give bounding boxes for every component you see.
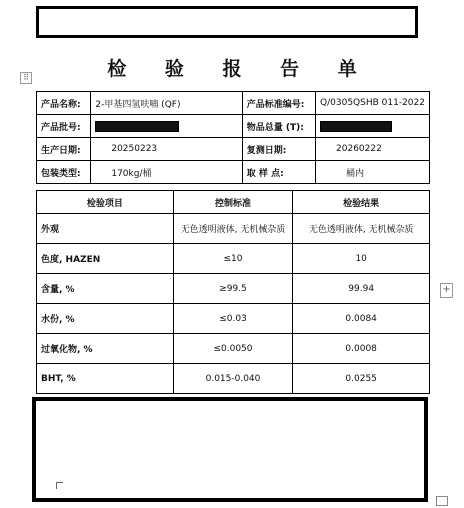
batch-value [91, 115, 242, 138]
table-row [37, 161, 430, 184]
table-move-handle-icon[interactable]: ⠿ [20, 72, 32, 84]
table-row [37, 364, 430, 394]
total-label: 物品总量 (T): [242, 115, 315, 138]
table-header-row [37, 191, 430, 214]
column-header-standard: 控制标准 [173, 191, 293, 214]
result-cell: 0.0008 [293, 334, 430, 364]
standard-no-value: Q/0305QSHB 011-2022 [316, 92, 430, 115]
item-cell: 含量, % [37, 274, 174, 304]
redaction-bottom [32, 397, 428, 502]
table-row [37, 115, 430, 138]
table-row [37, 244, 430, 274]
sample-point-label: 取 样 点: [242, 161, 315, 184]
result-cell: 0.0084 [293, 304, 430, 334]
table-row [37, 334, 430, 364]
redaction-top [36, 6, 418, 38]
package-label: 包装类型: [37, 161, 91, 184]
table-row [37, 138, 430, 161]
batch-label: 产品批号: [37, 115, 91, 138]
item-cell: 外观 [37, 214, 174, 244]
table-row [37, 92, 430, 115]
sample-point-value: 桶内 [316, 161, 430, 184]
item-cell: 色度, HAZEN [37, 244, 174, 274]
document-title: 检 验 报 告 单 [107, 58, 373, 80]
redaction-batch [95, 121, 179, 132]
item-cell: 水份, % [37, 304, 174, 334]
standard-cell: ≤0.0050 [173, 334, 293, 364]
result-cell: 无色透明液体, 无机械杂质 [293, 214, 430, 244]
prod-date-label: 生产日期: [37, 138, 91, 161]
redaction-total [320, 121, 392, 132]
column-header-item: 检验项目 [37, 191, 174, 214]
add-column-icon[interactable]: + [440, 283, 453, 298]
resize-handle-icon[interactable] [436, 496, 448, 506]
standard-cell: ≤0.03 [173, 304, 293, 334]
retest-label: 复测日期: [242, 138, 315, 161]
product-name-value: 2-甲基四氢呋喃 (QF) [91, 92, 242, 115]
result-cell: 0.0255 [293, 364, 430, 394]
result-cell: 99.94 [293, 274, 430, 304]
product-name-label: 产品名称: [37, 92, 91, 115]
table-row [37, 214, 430, 244]
result-cell: 10 [293, 244, 430, 274]
standard-cell: ≤10 [173, 244, 293, 274]
prod-date-value: 20250223 [91, 138, 242, 161]
standard-no-label: 产品标准编号: [242, 92, 315, 115]
margin-corner-mark [56, 482, 63, 489]
column-header-result: 检验结果 [293, 191, 430, 214]
standard-cell: 无色透明液体, 无机械杂质 [173, 214, 293, 244]
retest-date-value: 20260222 [316, 138, 430, 161]
package-value: 170kg/桶 [91, 161, 242, 184]
standard-cell: 0.015-0.040 [173, 364, 293, 394]
table-row [37, 274, 430, 304]
item-cell: BHT, % [37, 364, 174, 394]
results-table [36, 190, 430, 394]
standard-cell: ≥99.5 [173, 274, 293, 304]
item-cell: 过氧化物, % [37, 334, 174, 364]
table-row [37, 304, 430, 334]
total-value [316, 115, 430, 138]
header-info-table [36, 91, 430, 184]
